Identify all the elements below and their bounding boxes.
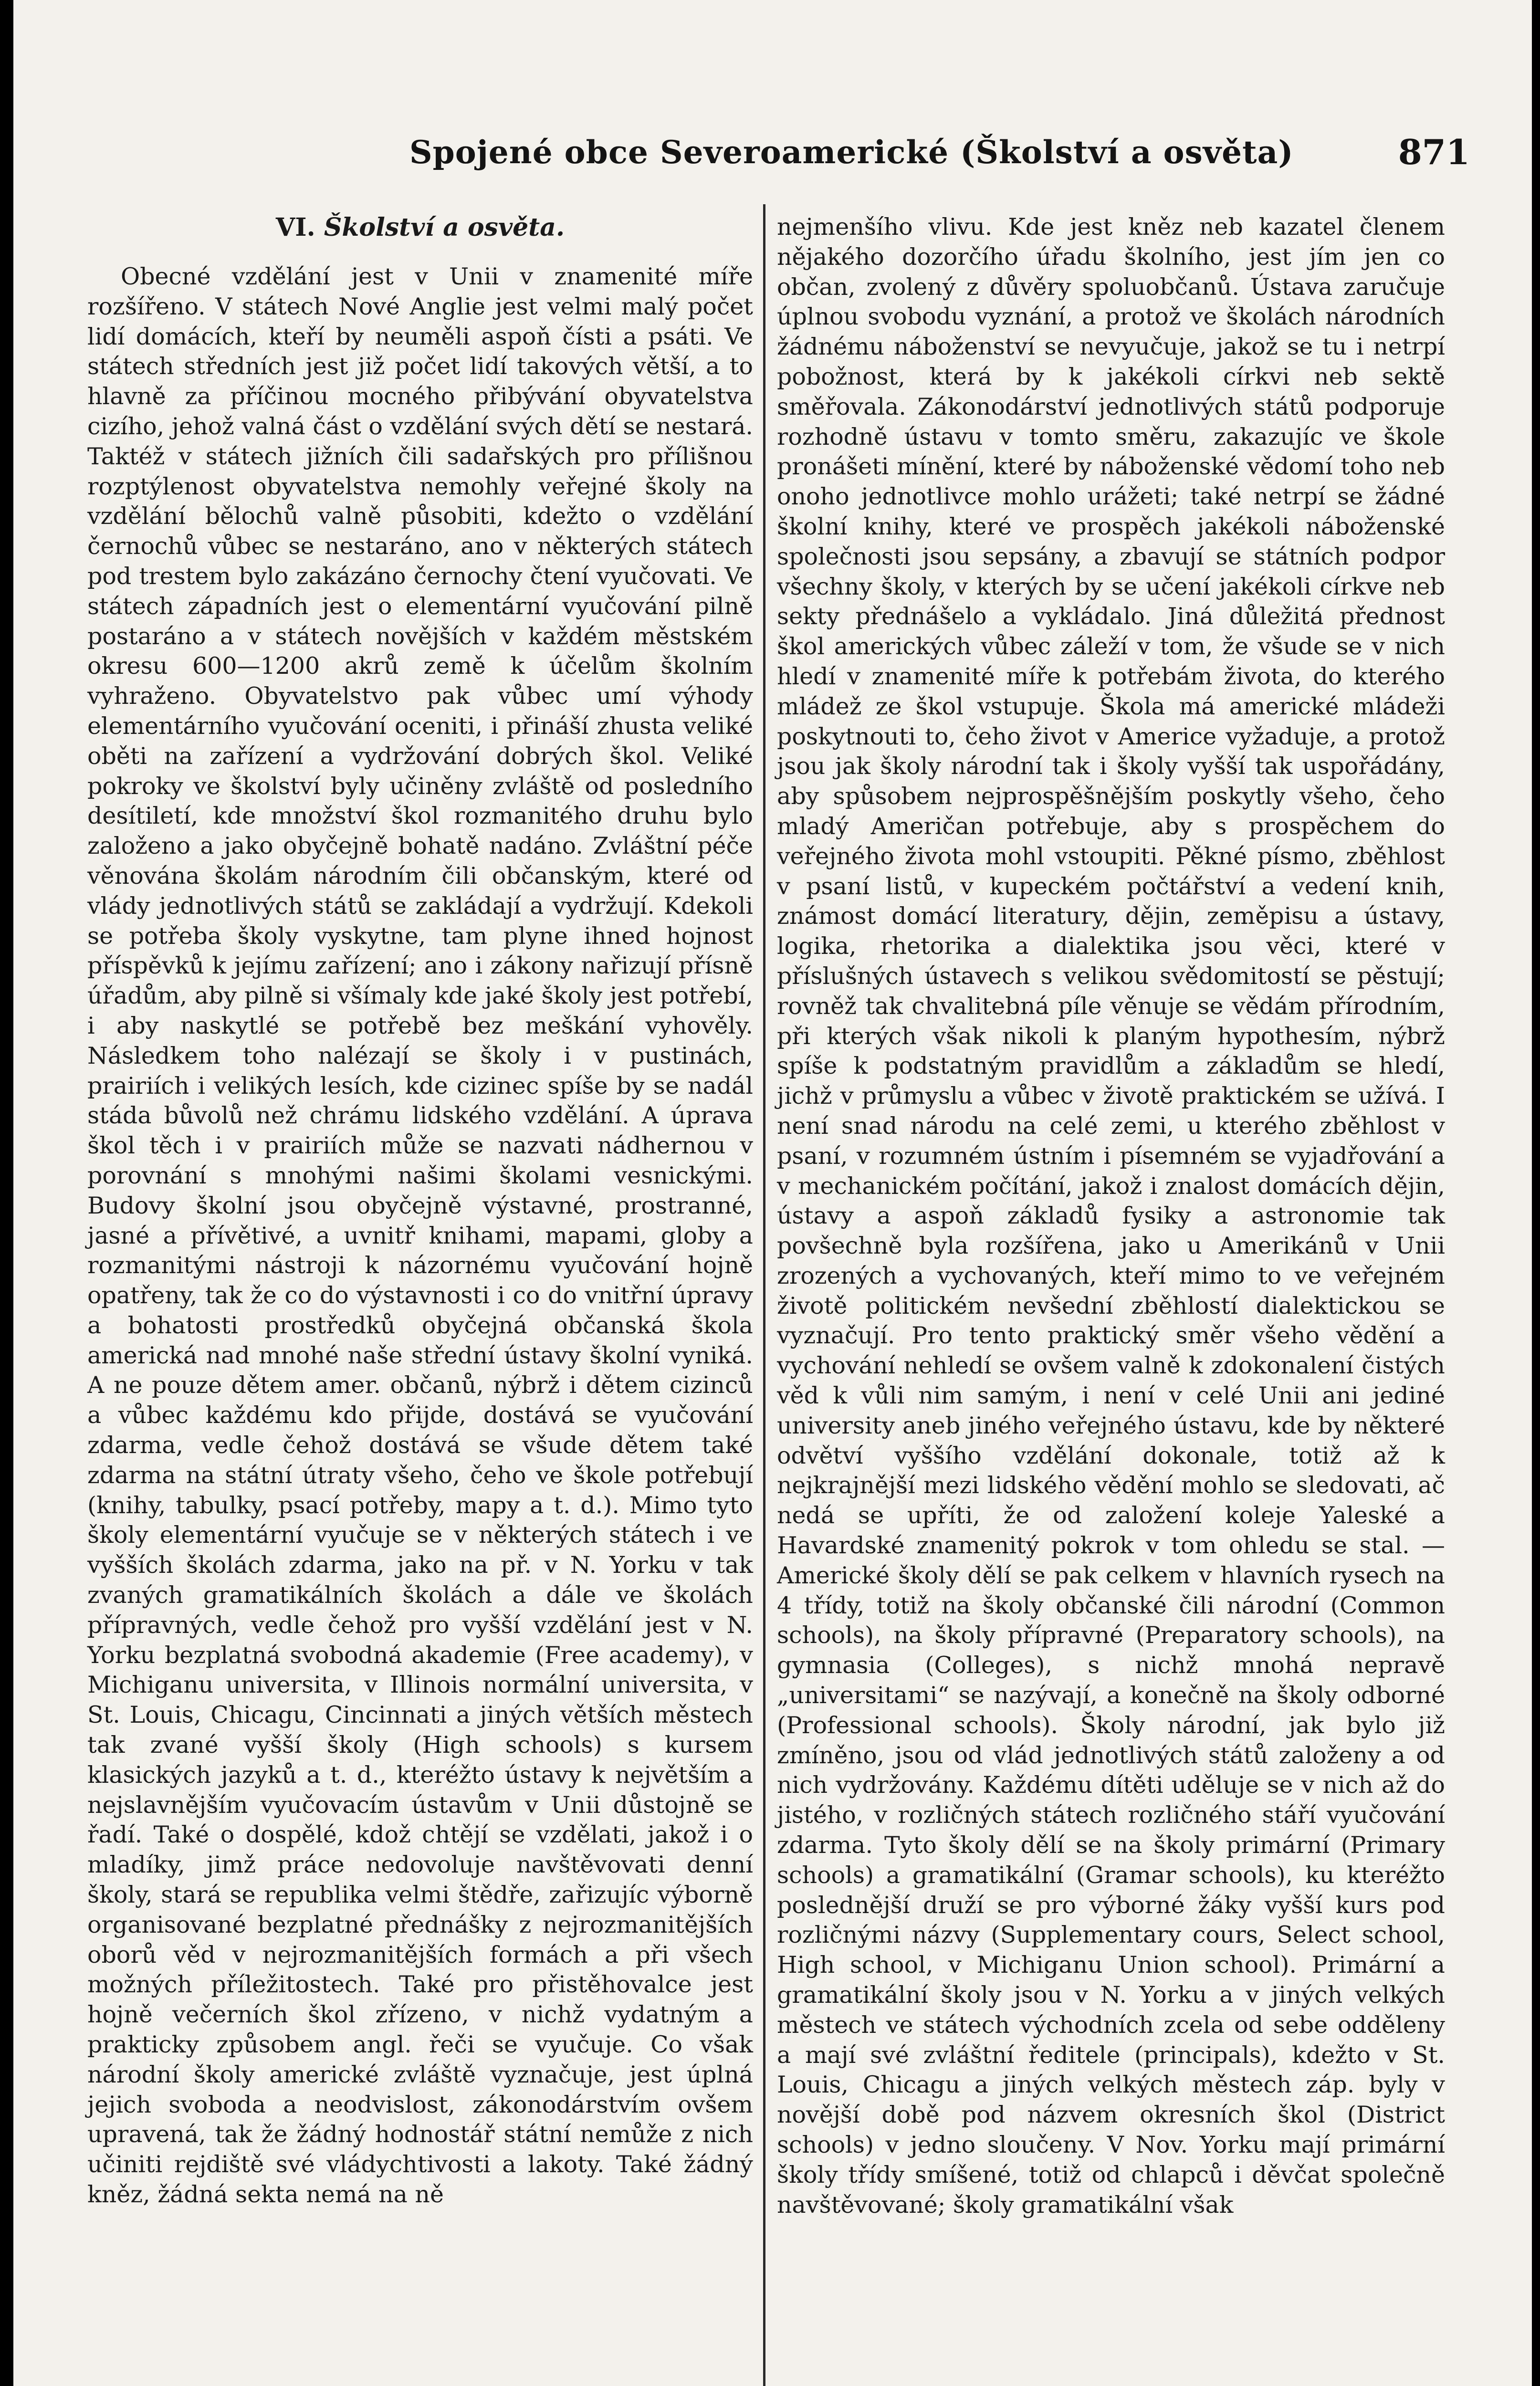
book-page <box>13 0 1532 2386</box>
page-header <box>13 129 1532 186</box>
section-title: Školství a osvěta. <box>324 213 565 242</box>
section-heading <box>87 212 753 243</box>
column-divider <box>763 204 765 2386</box>
running-title: Spojené obce Severoamerické (Školství a osvěta) <box>409 134 1294 171</box>
section-number: VI. <box>275 213 315 242</box>
right-column <box>777 212 1445 2220</box>
left-column <box>87 212 753 2210</box>
page-number: 871 <box>1398 132 1470 172</box>
right-column-text: nejmenšího vlivu. Kde jest kněz neb kazatel členem nějakého dozorčího úřadu školního, jest jím jen co občan, zvolený z důvěry spoluobčanů. Ústava zaručuje úplnou svobodu vyznání, a protož ve školách národních žádnému náboženství se nevyučuje, jakož se tu i netrpí pobožnost, která by k jakékoli církvi neb sektě směřovala. Zákonodárství jednotlivých států podporuje rozhodně ústavu v tomto směru, zakazujíc ve škole pronášeti mínění, které by náboženské vědomí toho neb onoho jednotlivce mohlo urážeti; také netrpí se žádné školní knihy, které ve prospěch jakékoli náboženské společnosti jsou sepsány, a zbavují se státních podpor všechny školy, v kterých by se učení jakékoli církve neb sekty přednášelo a vykládalo. Jiná důležitá přednost škol amerických vůbec záleží v tom, že všude se v nich hledí v znamenité míře k potřebám života, do kterého mládež ze škol vstupuje. Škola má americké mládeži poskytnouti to, čeho život v Americe vyžaduje, a protož jsou jak školy národní tak i školy vyšší tak uspořádány, aby spůsobem nejprospěšnějším poskytly všeho, čeho mladý Američan potřebuje, aby s prospěchem do veřejného života mohl vstoupiti. Pěkné písmo, zběhlost v psaní listů, v kupeckém počtářství a vedení knih, známost domácí literatury, dějin, zeměpisu a ústavy, logika, rhetorika a dialektika jsou věci, které v příslušných ústavech s velikou svědomitostí se pěstují; rovněž tak chvalitebná píle věnuje se vědám přírodním, při kterých však nikoli k planým hypothesím, nýbrž spíše k podstatným pravidlům a základům se hledí, jichž v průmyslu a vůbec v životě praktickém se užívá. I není snad národu na celé zemi, u kterého zběhlost v psaní, v rozumném ústním i písemném se vyjadřování a v mechanickém počítání, jakož i znalost domácích dějin, ústavy a aspoň základů fysiky a astronomie tak povšechně byla rozšířena, jako u Amerikánů v Unii zrozených a vychovaných, kteří mimo to ve veřejném životě politickém nevšední zběhlostí dialektickou se vyznačují. Pro tento praktický směr všeho vědění a vychování nehledí se ovšem valně k zdokonalení čistých věd k vůli nim samým, i není v celé Unii ani jediné university aneb jiného veřejného ústavu, kde by některé odvětví vyššího vzdělání dokonale, totiž až k nejkrajnější mezi lidského vědění mohlo se sledovati, ač nedá se upříti, že od založení koleje Yaleské a Havardské znamenitý pokrok v tom ohledu se stal. — Americké školy dělí se pak celkem v hlavních rysech na 4 třídy, totiž na školy občanské čili národní (Common schools), na školy přípravné (Preparatory schools), na gymnasia (Colleges), s nichž mnohá nepravě „universitami“ se nazývají, a konečně na školy odborné (Professional schools). Školy národní, jak bylo již zmíněno, jsou od vlád jednotlivých států založeny a od nich vydržovány. Každému dítěti uděluje se v nich až do jistého, v rozličných státech rozličného stáří vyučování zdarma. Tyto školy dělí se na školy primární (Primary schools) a gramatikální (Gramar schools), ku kteréžto poslednější druží se pro výborné žáky vyšší kurs pod rozličnými názvy (Supplementary cours, Select school, High school, v Michiganu Union school). Primární a gramatikální školy jsou v N. Yorku a v jiných velkých městech ve státech východních zcela od sebe odděleny a mají své zvláštní ředitele (principals), kdežto v St. Louis, Chicagu a jiných velkých městech záp. byly v novější době pod názvem okresních škol (District schools) v jedno sloučeny. V Nov. Yorku mají primární školy třídy smíšené, totiž od chlapců i děvčat společně navštěvované; školy gramatikální však <box>777 213 1445 2219</box>
left-column-text: Obecné vzdělání jest v Unii v znamenité míře rozšířeno. V státech Nové Anglie jest velmi malý počet lidí domácích, kteří by neuměli aspoň čísti a psáti. Ve státech středních jest již počet lidí takových větší, a to hlavně za příčinou mocného přibývání obyvatelstva cizího, jehož valná část o vzdělání svých dětí se nestará. Taktéž v státech jižních čili sadařských pro přílišnou rozptýlenost obyvatelstva nemohly veřejné školy na vzdělání bělochů valně působiti, kdežto o vzdělání černochů vůbec se nestaráno, ano v některých státech pod trestem bylo zakázáno černochy čtení vyučovati. Ve státech západních jest o elementární vyučování pilně postaráno a v státech novějších v každém městském okresu 600—1200 akrů země k účelům školním vyhraženo. Obyvatelstvo pak vůbec umí výhody elementárního vyučování oceniti, i přináší zhusta veliké oběti na zařízení a vydržování dobrých škol. Veliké pokroky ve školství byly učiněny zvláště od posledního desítiletí, kde množství škol rozmanitého druhu bylo založeno a jako obyčejně bohatě nadáno. Zvláštní péče věnována školám národním čili občanským, které od vlády jednotlivých států se zakládají a vydržují. Kdekoli se potřeba školy vyskytne, tam plyne ihned hojnost příspěvků k jejímu zařízení; ano i zákony nařizují přísně úřadům, aby pilně si všímaly kde jaké školy jest potřebí, i aby naskytlé se potřebě bez meškání vyhověly. Následkem toho nalézají se školy i v pustinách, prairiích i velikých lesích, kde cizinec spíše by se nadál stáda bůvolů než chrámu lidského vzdělání. A úprava škol těch i v prairiích může se nazvati nádhernou v porovnání s mnohými našimi školami vesnickými. Budovy školní jsou obyčejně výstavné, prostranné, jasné a přívětivé, a uvnitř knihami, mapami, globy a rozmanitými nástroji k názornému vyučování hojně opatřeny, tak že co do výstavnosti i co do vnitřní úpravy a bohatosti prostředků obyčejná občanská škola americká nad mnohé naše střední ústavy školní vyniká. A ne pouze dětem amer. občanů, nýbrž i dětem cizinců a vůbec každému kdo přijde, dostává se vyučování zdarma, vedle čehož dostává se všude dětem také zdarma na státní útraty všeho, čeho ve škole potřebují (knihy, tabulky, psací potřeby, mapy a t. d.). Mimo tyto školy elementární vyučuje se v některých státech i ve vyšších školách zdarma, jako na př. v N. Yorku v tak zvaných gramatikálních školách a dále ve školách přípravných, vedle čehož pro vyšší vzdělání jest v N. Yorku bezplatná svobodná akademie (Free academy), v Michiganu universita, v Illinois normální universita, v St. Louis, Chicagu, Cincinnati a jiných větších městech tak zvané vyšší školy (High schools) s kursem klasických jazyků a t. d., kteréžto ústavy k největším a nejslavnějším vyučovacím ústavům v Unii důstojně se řadí. Také o dospělé, kdož chtějí se vzdělati, jakož i o mladíky, jimž práce nedovoluje navštěvovati denní školy, stará se republika velmi štědře, zařizujíc výborně organisované bezplatné přednášky z nejrozmanitějších oborů věd v nejrozmanitějších formách a při všech možných příležitostech. Také pro přistěhovalce jest hojně večerních škol zřízeno, v nichž vydatným a prakticky způsobem angl. řeči se vyučuje. Co však národní školy americké zvláště vyznačuje, jest úplná jejich svoboda a neodvislost, zákonodárstvím ovšem upravená, tak že žádný hodnostář státní nemůže z nich učiniti rejdiště své vládychtivosti a lakoty. Také žádný kněz, žádná sekta nemá na ně <box>87 263 753 2208</box>
